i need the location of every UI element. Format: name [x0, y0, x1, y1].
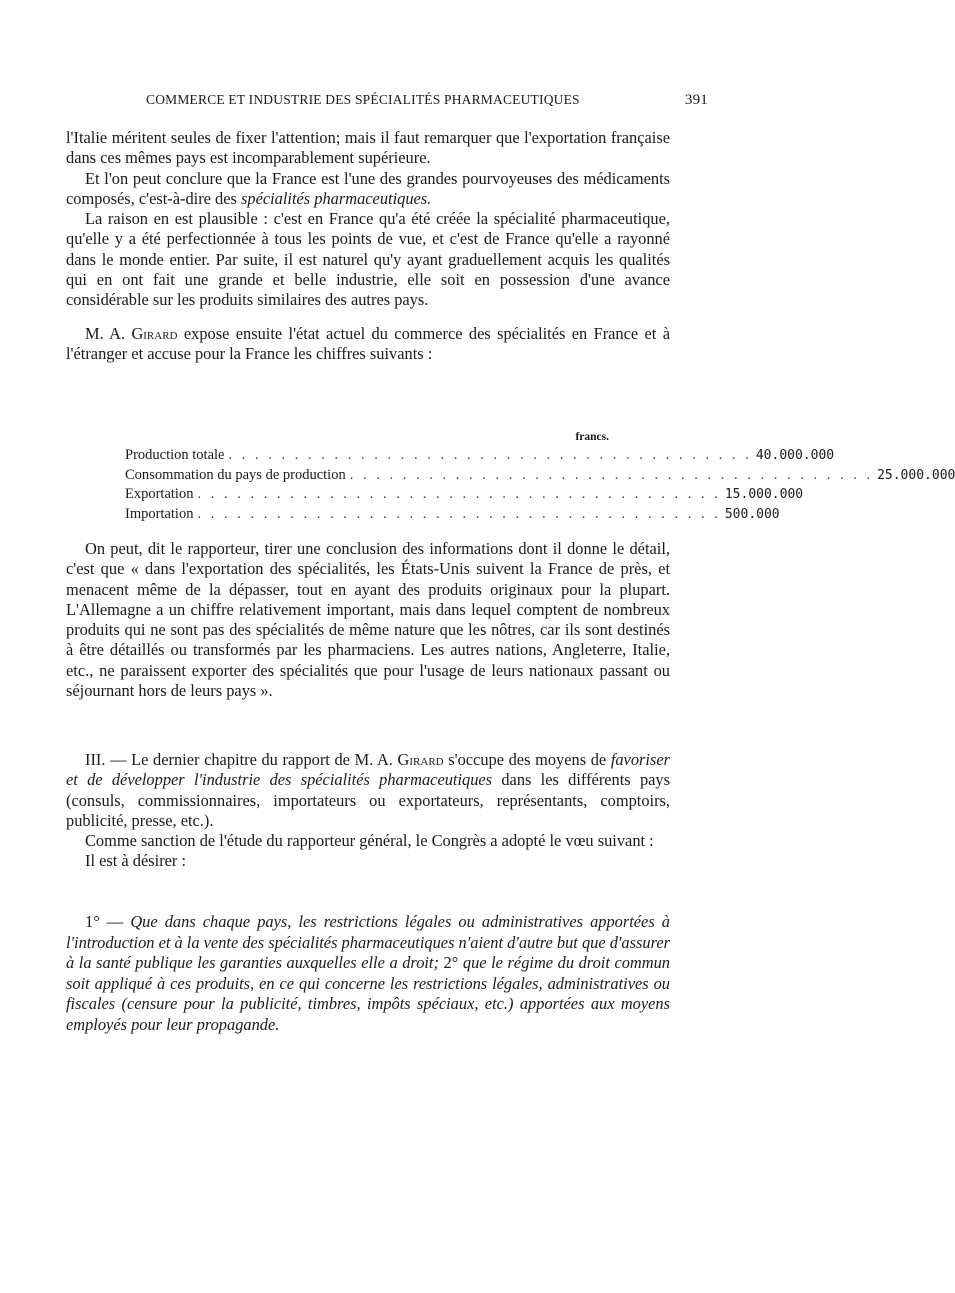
paragraph-reason: La raison en est plausible : c'est en France qu'a été créée la spécialité pharmaceutique, qu'elle y a été perfectionnée à tous les points de vue, et c'est de France qu'elle a rayonné dans le monde entier. Par suite, il est naturel qu'y ayant graduellement acquis les qualités qui en ont fait une grande et belle industrie, elle soit en possession d'une avance considérable sur les produits similaires des autres pays.	[66, 209, 670, 310]
body-section-2	[66, 539, 670, 701]
row-label: Importation	[125, 505, 194, 522]
paragraph-continuation: l'Italie méritent seules de fixer l'attention; mais il faut remarquer que l'exportation française dans ces mêmes pays est incomparablement supérieure.	[66, 128, 670, 168]
table-row	[125, 466, 955, 486]
chapter-three-italic: favoriser et de développer l'industrie des spécialités pharmaceutiques	[66, 750, 670, 790]
body-section-4	[66, 912, 670, 1035]
girard-name: Girard	[131, 323, 178, 343]
girard-intro-prefix: M. A.	[85, 323, 132, 343]
wish-text-2: que le régime du droit commun soit appliqué à ces produits, en ce qui concerne les restrictions légales, administratives ou fiscales (censure pour la publicité, timbres, impôts spéciaux, etc.) apportées aux moyens employés pour leur propagande.	[66, 953, 670, 1034]
table-row	[125, 505, 780, 525]
figures-table	[125, 428, 955, 524]
paragraph-sanction: Comme sanction de l'étude du rapporteur général, le Congrès a adopté le vœu suivant :	[85, 831, 654, 851]
running-header	[66, 92, 708, 114]
table-unit: francs.	[575, 431, 609, 443]
wish-text-1: Que dans chaque pays, les restrictions légales ou administratives apportées à l'introduction et à la vente des spécialités pharmaceutiques n'aient d'autre but que d'assurer à la santé publique les garanties auxquelles elle a droit;	[66, 912, 670, 972]
wish-number-1: 1° —	[85, 912, 131, 931]
table-row	[125, 485, 804, 505]
leader-dots: . . . . . . . . . . . . . . . . . . . . . . . . . . . . . . . . . . . . . . . .	[197, 505, 721, 522]
page-number: 391	[684, 92, 708, 108]
chapter-three-b: s'occupe des moyens de	[443, 750, 611, 769]
paragraph-conclusion-text: Et l'on peut conclure que la France est l'une des grandes pourvoyeuses des médicaments composés, c'est-à-dire des	[66, 168, 670, 208]
body-section-1	[66, 128, 670, 364]
leader-dots: . . . . . . . . . . . . . . . . . . . . . . . . . . . . . . . . . . . . . . . .	[228, 447, 752, 463]
row-value: 15.000.000	[724, 487, 804, 503]
paragraph-chapter-three	[66, 750, 670, 831]
body-section-3	[66, 750, 670, 872]
leader-dots: . . . . . . . . . . . . . . . . . . . . . . . . . . . . . . . . . . . . . . . .	[197, 486, 721, 503]
paragraph-conclusion-italic: spécialités pharmaceutiques.	[241, 188, 432, 208]
row-value: 40.000.000	[755, 448, 835, 463]
paragraph-desire: Il est à désirer :	[85, 851, 187, 871]
row-label: Exportation	[125, 486, 194, 503]
running-title: COMMERCE ET INDUSTRIE DES SPÉCIALITÉS PHARMACEUTIQUES	[146, 92, 580, 107]
row-label: Production totale	[125, 447, 225, 463]
chapter-three-c: dans les différents pays (consuls, commissionnaires, importateurs ou exportateurs, représentants, comptoirs, publicité, presse, etc.).	[66, 770, 671, 830]
girard-intro-rest: expose ensuite l'état actuel du commerce des spécialités en France et à l'étranger et accuse pour la France les chiffres suivants :	[66, 323, 670, 363]
paragraph-rapporteur: On peut, dit le rapporteur, tirer une conclusion des informations dont il donne le détail, c'est que « dans l'exportation des spécialités, les États-Unis suivent la France de près, et menacent même de la dépasser, tout en ayant des produits originaux pour la plupart. L'Allemagne a un chiffre relativement important, mais dans lequel comptent de nombreux produits qui ne sont pas des spécialités de même nature que les nôtres, car ils sont destinés à être détaillés ou transformés par les pharmaciens. Les autres nations, Angleterre, Italie, etc., ne paraissent exporter des spécialités que pour l'usage de leurs nationaux passant ou séjournant hors de leurs pays ».	[66, 539, 670, 701]
leader-dots: . . . . . . . . . . . . . . . . . . . . . . . . . . . . . . . . . . . . . . . .	[349, 466, 874, 483]
row-value: 500.000	[724, 506, 780, 522]
row-label: Consommation du pays de production	[125, 466, 346, 483]
paragraph-wish	[66, 912, 670, 1035]
table-row	[125, 446, 835, 466]
girard-name-2: Girard	[397, 750, 444, 769]
wish-number-2: 2°	[443, 953, 459, 972]
row-value: 25.000.000	[877, 467, 955, 483]
paragraph-conclusion	[66, 169, 670, 210]
paragraph-girard-intro	[66, 324, 670, 365]
chapter-three-a: III. — Le dernier chapitre du rapport de M. A.	[85, 750, 398, 769]
